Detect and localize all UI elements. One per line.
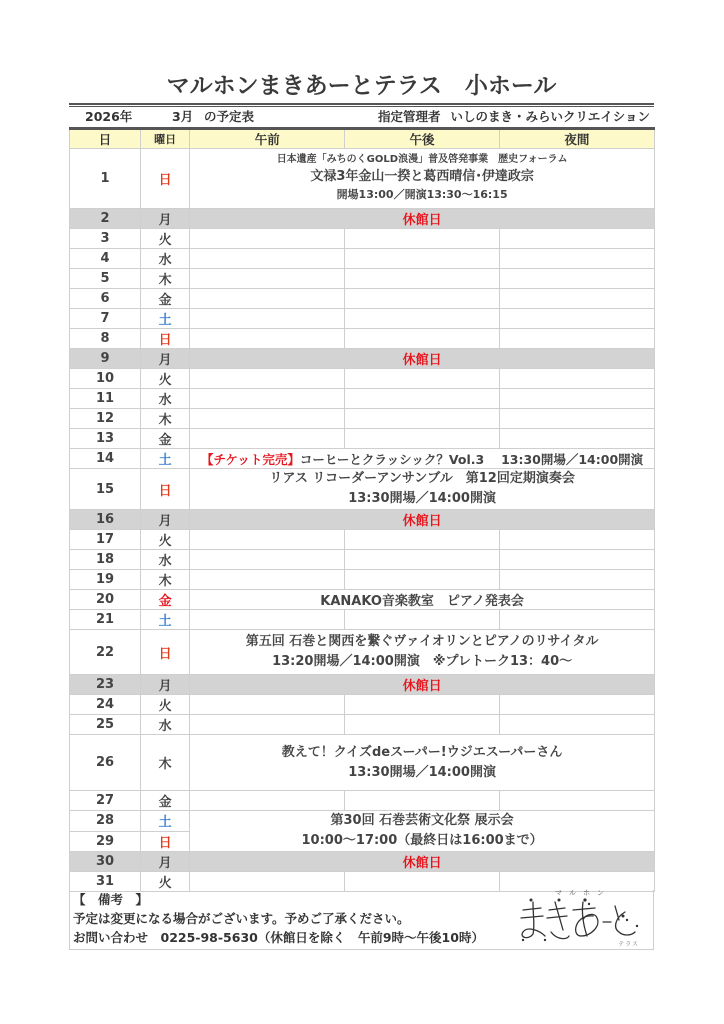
closed-cell: 休館日 (190, 675, 655, 695)
header-night: 夜間 (499, 129, 654, 149)
day-cell: 26 (70, 735, 141, 791)
night-cell[interactable] (499, 715, 654, 735)
header-am: 午前 (190, 129, 345, 149)
day-cell: 18 (70, 550, 141, 570)
night-cell[interactable] (499, 610, 654, 630)
day-cell: 24 (70, 695, 141, 715)
table-row (70, 590, 655, 610)
table-row (70, 229, 655, 249)
weekday-cell: 火 (141, 872, 190, 892)
header-day: 日 (70, 129, 141, 149)
table-row (70, 610, 655, 630)
day-cell: 20 (70, 590, 141, 610)
day-cell: 12 (70, 409, 141, 429)
event-title: 第30回 石巻芸術文化祭 展示会 (330, 813, 514, 828)
pm-cell[interactable] (345, 530, 499, 550)
schedule-suffix: の予定表 (204, 109, 255, 124)
weekday-cell: 日 (141, 329, 190, 349)
event-title: 文禄3年金山一揆と葛西晴信･伊達政宗 (310, 169, 534, 184)
am-cell[interactable] (190, 715, 345, 735)
am-cell[interactable] (190, 309, 345, 329)
am-cell[interactable] (190, 289, 345, 309)
day-cell: 28 (70, 811, 141, 832)
closed-cell: 休館日 (190, 852, 655, 872)
weekday-cell: 水 (141, 389, 190, 409)
day-cell: 13 (70, 429, 141, 449)
day-cell: 22 (70, 630, 141, 675)
weekday-cell: 木 (141, 570, 190, 590)
weekday-cell: 金 (141, 791, 190, 811)
night-cell[interactable] (499, 309, 654, 329)
weekday-cell: 日 (141, 469, 190, 510)
table-row-closed (70, 209, 655, 229)
am-cell[interactable] (190, 570, 345, 590)
month-label: 3月 (172, 109, 194, 124)
event-title: 教えて！クイズdeスーパー!ウジエスーパーさん (281, 744, 563, 760)
event-title: コーヒーとクラッシック？Vol.3 13:30開場／14:00開演 (299, 451, 644, 467)
night-cell[interactable] (499, 791, 654, 811)
day-cell: 3 (70, 229, 141, 249)
night-cell[interactable] (499, 329, 654, 349)
night-cell[interactable] (499, 289, 654, 309)
table-row (70, 695, 655, 715)
weekday-cell: 月 (141, 510, 190, 530)
table-row-closed (70, 852, 655, 872)
weekday-cell: 日 (141, 831, 190, 852)
day-cell: 8 (70, 329, 141, 349)
day-cell: 7 (70, 309, 141, 329)
weekday-cell: 土 (141, 610, 190, 630)
table-row (70, 389, 655, 409)
day-cell: 1 (70, 149, 141, 209)
am-cell[interactable] (190, 872, 345, 892)
am-cell[interactable] (190, 249, 345, 269)
day-cell: 6 (70, 289, 141, 309)
day-cell: 21 (70, 610, 141, 630)
pm-cell[interactable] (345, 369, 499, 389)
am-cell[interactable] (190, 791, 345, 811)
table-row (70, 530, 655, 550)
table-row (70, 735, 655, 791)
am-cell[interactable] (190, 550, 345, 570)
weekday-cell: 金 (141, 590, 190, 610)
table-row (70, 811, 655, 832)
am-cell[interactable] (190, 269, 345, 289)
day-cell: 19 (70, 570, 141, 590)
am-cell[interactable] (190, 329, 345, 349)
am-cell[interactable] (190, 610, 345, 630)
day-cell: 31 (70, 872, 141, 892)
pm-cell[interactable] (345, 872, 499, 892)
event-time: 13:20開場／14:00開演 ※プレトーク13：40～ (272, 654, 573, 669)
event-time: 開場13:00／開演13:30～16:15 (336, 188, 508, 201)
closed-cell: 休館日 (190, 510, 655, 530)
weekday-cell: 木 (141, 269, 190, 289)
event-cell[interactable] (190, 630, 655, 675)
day-cell: 11 (70, 389, 141, 409)
remarks-notice: 予定は変更になる場合がございます。予めご了承ください。 (73, 911, 410, 926)
night-cell[interactable] (499, 249, 654, 269)
event-cell[interactable] (190, 735, 655, 791)
weekday-cell: 月 (141, 675, 190, 695)
day-cell: 29 (70, 831, 141, 852)
night-cell[interactable] (499, 229, 654, 249)
night-cell[interactable] (499, 695, 654, 715)
weekday-cell: 月 (141, 209, 190, 229)
pm-cell[interactable] (345, 791, 499, 811)
page-title: マルホンまきあーとテラス 小ホール (166, 73, 557, 99)
pm-cell[interactable] (345, 610, 499, 630)
year-label: 2026年 (85, 109, 133, 124)
weekday-cell: 土 (141, 449, 190, 469)
table-row (70, 289, 655, 309)
table-row-closed (70, 510, 655, 530)
am-cell[interactable] (190, 409, 345, 429)
day-cell: 10 (70, 369, 141, 389)
night-cell[interactable] (499, 550, 654, 570)
table-row (70, 409, 655, 429)
am-cell[interactable] (190, 369, 345, 389)
weekday-cell: 日 (141, 149, 190, 209)
night-cell[interactable] (499, 429, 654, 449)
day-cell: 16 (70, 510, 141, 530)
weekday-cell: 火 (141, 530, 190, 550)
pm-cell[interactable] (345, 289, 499, 309)
weekday-cell: 水 (141, 249, 190, 269)
table-row (70, 149, 655, 209)
event-title: 第五回 石巻と関西を繋ぐヴァイオリンとピアノのリサイタル (245, 634, 599, 649)
logo-top-kana: マルホン (555, 889, 611, 897)
day-cell: 25 (70, 715, 141, 735)
table-row (70, 570, 655, 590)
pm-cell[interactable] (345, 409, 499, 429)
pm-cell[interactable] (345, 309, 499, 329)
table-row (70, 429, 655, 449)
night-cell[interactable] (499, 269, 654, 289)
day-cell: 4 (70, 249, 141, 269)
table-row (70, 329, 655, 349)
table-row-closed (70, 675, 655, 695)
venue-logo (515, 888, 645, 950)
pm-cell[interactable] (345, 695, 499, 715)
weekday-cell: 水 (141, 715, 190, 735)
table-row (70, 469, 655, 510)
day-cell: 17 (70, 530, 141, 550)
event-time: 13:30開場／14:00開演 (348, 491, 496, 506)
am-cell[interactable] (190, 530, 345, 550)
weekday-cell: 火 (141, 229, 190, 249)
day-cell: 9 (70, 349, 141, 369)
pm-cell[interactable] (345, 389, 499, 409)
table-row (70, 449, 655, 469)
table-header-row (70, 129, 655, 149)
table-row (70, 249, 655, 269)
weekday-cell: 水 (141, 550, 190, 570)
pm-cell[interactable] (345, 550, 499, 570)
am-cell[interactable] (190, 229, 345, 249)
pm-cell[interactable] (345, 249, 499, 269)
remarks-section (69, 890, 654, 950)
table-row (70, 269, 655, 289)
pm-cell[interactable] (345, 570, 499, 590)
am-cell[interactable] (190, 429, 345, 449)
night-cell[interactable] (499, 409, 654, 429)
event-cell[interactable] (190, 811, 655, 852)
sold-out-badge: 【チケット完売】 (201, 451, 300, 467)
table-row (70, 715, 655, 735)
header-weekday: 曜日 (141, 129, 190, 149)
day-cell: 2 (70, 209, 141, 229)
day-cell: 27 (70, 791, 141, 811)
pm-cell[interactable] (345, 329, 499, 349)
weekday-cell: 金 (141, 289, 190, 309)
event-cell[interactable]: KANAKO音楽教室 ピアノ発表会 (190, 590, 655, 610)
day-cell: 30 (70, 852, 141, 872)
weekday-cell: 木 (141, 735, 190, 791)
night-cell[interactable] (499, 369, 654, 389)
table-row (70, 550, 655, 570)
closed-cell: 休館日 (190, 349, 655, 369)
table-row (70, 309, 655, 329)
logo-bottom-kana: テラス (618, 941, 639, 948)
day-cell: 23 (70, 675, 141, 695)
night-cell[interactable] (499, 389, 654, 409)
event-cell[interactable] (190, 469, 655, 510)
closed-cell: 休館日 (190, 209, 655, 229)
pm-cell[interactable] (345, 269, 499, 289)
remarks-contact: お問い合わせ 0225-98-5630（休館日を除く 午前9時～午後10時） (73, 930, 484, 945)
table-row (70, 791, 655, 811)
night-cell[interactable] (499, 570, 654, 590)
am-cell[interactable] (190, 695, 345, 715)
pm-cell[interactable] (345, 429, 499, 449)
event-cell[interactable] (190, 149, 655, 209)
event-subtitle: 日本遺産「みちのくGOLD浪漫」普及啓発事業 歴史フォーラム (276, 154, 568, 165)
manager-label: 指定管理者 (377, 109, 441, 124)
weekday-cell: 火 (141, 369, 190, 389)
table-row (70, 630, 655, 675)
weekday-cell: 月 (141, 852, 190, 872)
event-title: リアス リコーダーアンサンブル 第12回定期演奏会 (269, 471, 575, 486)
event-time: 10:00～17:00（最終日は16:00まで） (301, 833, 543, 848)
am-cell[interactable] (190, 389, 345, 409)
schedule-table (69, 127, 655, 892)
event-time: 13:30開場／14:00開演 (348, 764, 496, 780)
weekday-cell: 金 (141, 429, 190, 449)
table-row-closed (70, 349, 655, 369)
table-row (70, 369, 655, 389)
pm-cell[interactable] (345, 229, 499, 249)
remarks-label: 【 備考 】 (73, 892, 149, 907)
day-cell: 14 (70, 449, 141, 469)
weekday-cell: 火 (141, 695, 190, 715)
manager (378, 107, 650, 127)
weekday-cell: 木 (141, 409, 190, 429)
night-cell[interactable] (499, 530, 654, 550)
header-pm: 午後 (345, 129, 499, 149)
weekday-cell: 日 (141, 630, 190, 675)
manager-name: いしのまき・みらいクリエイション (450, 109, 650, 124)
day-cell: 15 (70, 469, 141, 510)
weekday-cell: 土 (141, 309, 190, 329)
day-cell: 5 (70, 269, 141, 289)
weekday-cell: 土 (141, 811, 190, 832)
event-cell[interactable] (190, 449, 655, 469)
weekday-cell: 月 (141, 349, 190, 369)
pm-cell[interactable] (345, 715, 499, 735)
schedule-info-row (69, 107, 654, 127)
